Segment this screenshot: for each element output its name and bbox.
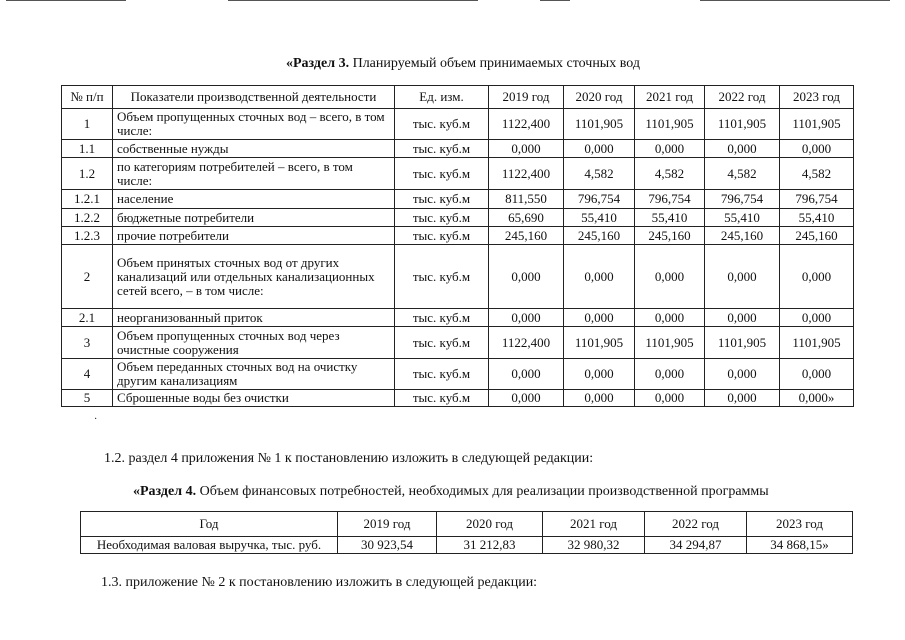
header-cell: 2023 год [780,86,854,109]
table-row [62,140,854,158]
value-cell: 0,000 [564,390,635,407]
unit-cell: тыс. куб.м [395,390,489,407]
value-cell: 0,000 [780,359,854,390]
value-cell: 0,000 [635,309,705,327]
value-cell: 0,000 [635,245,705,309]
value-cell: 0,000» [780,390,854,407]
row-number: 2.1 [62,309,113,327]
value-cell: 0,000 [635,359,705,390]
row-number: 1.2.2 [62,209,113,227]
value-cell: 0,000 [705,245,780,309]
section4-prefix: «Раздел 4. [133,484,197,499]
value-cell: 0,000 [780,245,854,309]
table-row [62,109,854,140]
paragraph-1-2: 1.2. раздел 4 приложения № 1 к постановлению изложить в следующей редакции: [104,451,594,466]
value-cell: 1101,905 [635,109,705,140]
value-cell: 1101,905 [780,327,854,359]
table-row [62,158,854,190]
header-cell: Год [81,512,338,537]
value-cell: 4,582 [564,158,635,190]
value-cell: 0,000 [564,309,635,327]
value-cell: 796,754 [780,190,854,209]
unit-cell: тыс. куб.м [395,209,489,227]
section3-prefix: «Раздел 3. [286,56,350,71]
value-cell: 0,000 [489,140,564,158]
row-number: 3 [62,327,113,359]
header-cell: 2021 год [635,86,705,109]
value-cell: 245,160 [705,227,780,245]
value-cell: 0,000 [780,140,854,158]
value-cell: 245,160 [564,227,635,245]
value-cell: 245,160 [489,227,564,245]
value-cell: 1101,905 [780,109,854,140]
value-cell: 4,582 [705,158,780,190]
header-cell: Ед. изм. [395,86,489,109]
section4-title: Объем финансовых потребностей, необходимых для реализации производственной программы [196,484,769,499]
table-row [62,309,854,327]
indicator-cell: по категориям потребителей – всего, в том числе: [113,158,395,190]
table-row [62,390,854,407]
value-cell: 245,160 [635,227,705,245]
header-cell: 2020 год [564,86,635,109]
section3-table [61,85,854,407]
value-cell: 55,410 [564,209,635,227]
value-cell: 1101,905 [705,109,780,140]
value-cell: 0,000 [564,140,635,158]
value-cell: 0,000 [489,359,564,390]
value-cell: 0,000 [705,359,780,390]
value-cell: 0,000 [489,390,564,407]
value-cell: 0,000 [635,390,705,407]
value-cell: 0,000 [489,309,564,327]
value-cell: 1122,400 [489,158,564,190]
header-cell: 2022 год [645,512,747,537]
unit-cell: тыс. куб.м [395,327,489,359]
value-cell: 55,410 [635,209,705,227]
value-cell: 0,000 [564,245,635,309]
unit-cell: тыс. куб.м [395,227,489,245]
indicator-cell: собственные нужды [113,140,395,158]
value-cell: 1122,400 [489,109,564,140]
value-cell: 796,754 [564,190,635,209]
indicator-cell: население [113,190,395,209]
section3-title: Планируемый объем принимаемых сточных вод [349,56,640,71]
unit-cell: тыс. куб.м [395,245,489,309]
row-number: 4 [62,359,113,390]
value-cell: 1101,905 [635,327,705,359]
value-cell: 0,000 [489,245,564,309]
header-cell: 2019 год [338,512,437,537]
table-row [62,359,854,390]
row-number: 1.2.3 [62,227,113,245]
table-row [81,537,853,554]
table-row [62,327,854,359]
indicator-cell: неорганизованный приток [113,309,395,327]
value-cell: 31 212,83 [437,537,543,554]
header-cell: 2020 год [437,512,543,537]
section4-header-row [81,512,853,537]
unit-cell: тыс. куб.м [395,309,489,327]
value-cell: 4,582 [780,158,854,190]
header-cell: 2019 год [489,86,564,109]
value-cell: 65,690 [489,209,564,227]
table-row [62,227,854,245]
value-cell: 811,550 [489,190,564,209]
row-number: 1 [62,109,113,140]
value-cell: 0,000 [705,309,780,327]
indicator-cell: Сброшенные воды без очистки [113,390,395,407]
header-cell: 2021 год [543,512,645,537]
table-row [62,190,854,209]
unit-cell: тыс. куб.м [395,109,489,140]
value-cell: 4,582 [635,158,705,190]
value-cell: 1122,400 [489,327,564,359]
table-row [62,209,854,227]
value-cell: 30 923,54 [338,537,437,554]
indicator-cell: Объем пропущенных сточных вод через очистные сооружения [113,327,395,359]
row-number: 1.2 [62,158,113,190]
value-cell: 1101,905 [564,109,635,140]
indicator-cell: Объем принятых сточных вод от других канализаций или отдельных канализационных сетей всего, – в том числе: [113,245,395,309]
row-number: 5 [62,390,113,407]
header-cell: Показатели производственной деятельности [113,86,395,109]
section4-table [80,511,853,554]
value-cell: 0,000 [780,309,854,327]
header-cell: № п/п [62,86,113,109]
header-cell: 2022 год [705,86,780,109]
value-cell: 1101,905 [564,327,635,359]
indicator-cell: бюджетные потребители [113,209,395,227]
value-cell: 0,000 [564,359,635,390]
unit-cell: тыс. куб.м [395,140,489,158]
indicator-cell: Объем пропущенных сточных вод – всего, в том числе: [113,109,395,140]
value-cell: 245,160 [780,227,854,245]
unit-cell: тыс. куб.м [395,190,489,209]
value-cell: 34 294,87 [645,537,747,554]
row-number: 1.2.1 [62,190,113,209]
value-cell: 55,410 [780,209,854,227]
value-cell: 1101,905 [705,327,780,359]
value-cell: 0,000 [705,390,780,407]
section3-heading [286,56,640,72]
indicator-cell: прочие потребители [113,227,395,245]
section4-heading [133,484,769,500]
value-cell: 0,000 [635,140,705,158]
row-label: Необходимая валовая выручка, тыс. руб. [81,537,338,554]
value-cell: 796,754 [635,190,705,209]
paragraph-1-3: 1.3. приложение № 2 к постановлению изложить в следующей редакции: [101,575,538,590]
stray-mark: · [94,414,98,425]
value-cell: 32 980,32 [543,537,645,554]
row-number: 1.1 [62,140,113,158]
page-top-edge [0,0,905,4]
value-cell: 55,410 [705,209,780,227]
unit-cell: тыс. куб.м [395,359,489,390]
indicator-cell: Объем переданных сточных вод на очистку другим канализациям [113,359,395,390]
unit-cell: тыс. куб.м [395,158,489,190]
value-cell: 34 868,15» [747,537,853,554]
header-cell: 2023 год [747,512,853,537]
table-row [62,245,854,309]
value-cell: 0,000 [705,140,780,158]
row-number: 2 [62,245,113,309]
section3-header-row [62,86,854,109]
value-cell: 796,754 [705,190,780,209]
